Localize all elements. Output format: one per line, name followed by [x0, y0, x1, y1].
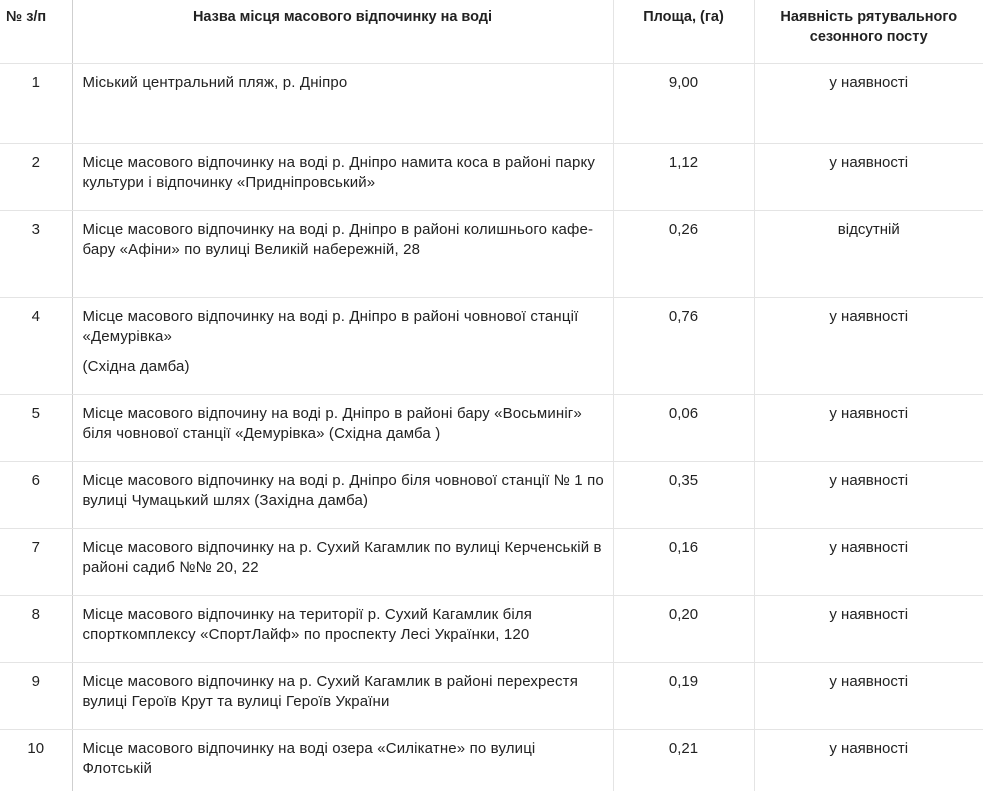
row-name: Місце масового відпочинку на р. Сухий Кагамлик по вулиці Керченській в районі садиб №№ 20, 22	[72, 528, 613, 595]
table-row	[0, 63, 983, 143]
row-area: 0,20	[613, 595, 754, 662]
row-name-cell	[72, 297, 613, 394]
row-name: Місце масового відпочинку на території р. Сухий Кагамлик біля спорткомплексу «СпортЛайф» по проспекту Лесі Українки, 120	[72, 595, 613, 662]
row-name: Місце масового відпочинку на р. Сухий Кагамлик в районі перехрестя вулиці Героїв Крут та вулиці Героїв України	[72, 662, 613, 729]
row-rescue-post: у наявності	[754, 143, 983, 210]
row-number: 6	[0, 461, 72, 528]
row-rescue-post: у наявності	[754, 595, 983, 662]
row-name: Місце масового відпочинку на воді р. Дніпро біля човнової станції № 1 по вулиці Чумацький шлях (Західна дамба)	[72, 461, 613, 528]
table-header-row	[0, 0, 983, 63]
row-number: 8	[0, 595, 72, 662]
row-name-note: (Східна дамба)	[82, 357, 190, 375]
row-name: Місце масового відпочинку на воді озера «Силікатне» по вулиці Флотській	[72, 729, 613, 791]
row-rescue-post: у наявності	[754, 394, 983, 461]
row-name: Місце масового відпочинку на воді р. Дніпро в районі човнової станції «Демурівка»	[82, 307, 579, 345]
row-area: 1,12	[613, 143, 754, 210]
row-number: 1	[0, 63, 72, 143]
row-number: 2	[0, 143, 72, 210]
row-number: 3	[0, 210, 72, 297]
header-area: Площа, (га)	[613, 0, 754, 63]
row-rescue-post: у наявності	[754, 297, 983, 394]
row-rescue-post: у наявності	[754, 63, 983, 143]
row-area: 0,19	[613, 662, 754, 729]
header-rescue-post: Наявність рятувального сезонного посту	[754, 0, 983, 63]
row-name: Міський центральний пляж, р. Дніпро	[72, 63, 613, 143]
table-row	[0, 461, 983, 528]
row-number: 7	[0, 528, 72, 595]
row-name: Місце масового відпочинку на воді р. Дніпро намита коса в районі парку культури і відпочинку «Придніпровський»	[72, 143, 613, 210]
row-area: 0,26	[613, 210, 754, 297]
table-row	[0, 210, 983, 297]
table-row	[0, 729, 983, 791]
row-area: 0,76	[613, 297, 754, 394]
header-name: Назва місця масового відпочинку на воді	[72, 0, 613, 63]
row-area: 0,16	[613, 528, 754, 595]
row-name: Місце масового відпочинку на воді р. Дніпро в районі колишнього кафе-бару «Афіни» по вулиці Великій набережній, 28	[72, 210, 613, 297]
row-area: 0,06	[613, 394, 754, 461]
header-number: № з/п	[0, 0, 72, 63]
row-rescue-post: у наявності	[754, 528, 983, 595]
row-number: 9	[0, 662, 72, 729]
table-row	[0, 528, 983, 595]
row-name: Місце масового відпочину на воді р. Дніпро в районі бару «Восьминіг» біля човнової станції «Демурівка» (Східна дамба )	[72, 394, 613, 461]
row-area: 0,21	[613, 729, 754, 791]
table-row	[0, 143, 983, 210]
table-row	[0, 297, 983, 394]
row-rescue-post: відсутній	[754, 210, 983, 297]
table-row	[0, 394, 983, 461]
row-rescue-post: у наявності	[754, 461, 983, 528]
row-number: 4	[0, 297, 72, 394]
table-row	[0, 662, 983, 729]
row-number: 5	[0, 394, 72, 461]
row-area: 9,00	[613, 63, 754, 143]
row-area: 0,35	[613, 461, 754, 528]
row-rescue-post: у наявності	[754, 729, 983, 791]
row-rescue-post: у наявності	[754, 662, 983, 729]
table-row	[0, 595, 983, 662]
row-number: 10	[0, 729, 72, 791]
